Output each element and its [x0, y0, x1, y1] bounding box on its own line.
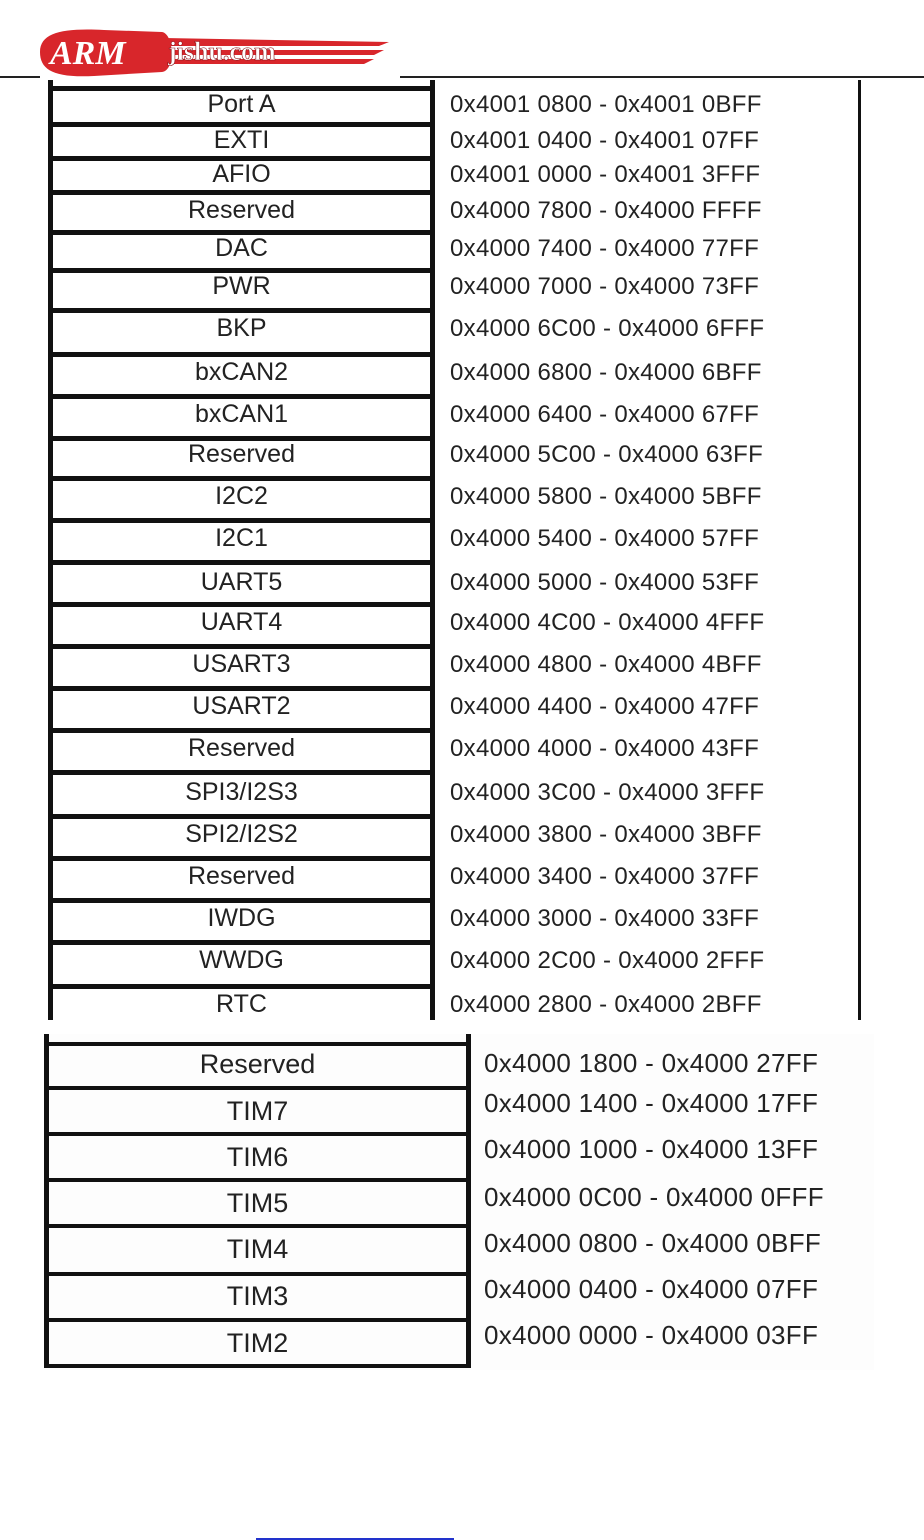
peripheral-name: USART3 — [192, 650, 291, 678]
address-range: 0x4000 5800 - 0x4000 5BFF — [450, 483, 762, 510]
peripheral-name: bxCAN2 — [194, 358, 289, 386]
peripheral-name: TIM2 — [226, 1328, 289, 1358]
address-range: 0x4000 7400 - 0x4000 77FF — [450, 235, 760, 262]
address-range: 0x4001 0400 - 0x4001 07FF — [450, 127, 760, 154]
row-separator — [44, 1178, 471, 1182]
address-range: 0x4000 6400 - 0x4000 67FF — [450, 401, 760, 428]
address-range: 0x4000 1400 - 0x4000 17FF — [484, 1088, 819, 1118]
armjishu-logo[interactable] — [34, 24, 394, 80]
row-separator — [44, 1086, 471, 1090]
row-separator — [44, 1272, 471, 1276]
row-separator — [48, 686, 435, 691]
address-range: 0x4000 3C00 - 0x4000 3FFF — [450, 779, 765, 806]
peripheral-name: SPI2/I2S2 — [185, 820, 298, 848]
address-range: 0x4000 0400 - 0x4000 07FF — [484, 1274, 819, 1304]
address-range: 0x4000 5400 - 0x4000 57FF — [450, 525, 760, 552]
address-range: 0x4000 1800 - 0x4000 27FF — [484, 1048, 819, 1078]
address-range: 0x4000 4000 - 0x4000 43FF — [450, 735, 760, 762]
row-separator — [48, 898, 435, 903]
row-separator — [48, 308, 435, 313]
peripheral-name: UART4 — [200, 608, 283, 636]
peripheral-name: DAC — [215, 234, 268, 262]
peripheral-name: WWDG — [199, 946, 284, 974]
row-separator — [44, 1224, 471, 1228]
peripheral-name: TIM6 — [226, 1142, 289, 1172]
peripheral-name: USART2 — [192, 692, 291, 720]
address-range: 0x4001 0000 - 0x4001 3FFF — [450, 161, 761, 188]
row-separator — [48, 190, 435, 195]
row-separator — [48, 984, 435, 989]
row-separator — [48, 352, 435, 357]
address-range: 0x4000 2C00 - 0x4000 2FFF — [450, 947, 765, 974]
row-separator — [48, 518, 435, 523]
address-range: 0x4000 4800 - 0x4000 4BFF — [450, 651, 762, 678]
peripheral-name: TIM4 — [226, 1234, 289, 1264]
peripheral-name: UART5 — [200, 568, 283, 596]
peripheral-name: BKP — [216, 314, 267, 342]
address-range: 0x4000 7000 - 0x4000 73FF — [450, 273, 760, 300]
header-rule-right — [400, 76, 924, 78]
memory-map-table-lower — [44, 1034, 874, 1370]
peripheral-name: bxCAN1 — [194, 400, 289, 428]
peripheral-name: IWDG — [207, 904, 276, 932]
address-range: 0x4000 1000 - 0x4000 13FF — [484, 1134, 819, 1164]
row-separator — [48, 814, 435, 819]
row-separator — [44, 1132, 471, 1136]
address-range: 0x4000 6800 - 0x4000 6BFF — [450, 359, 762, 386]
address-range: 0x4000 0000 - 0x4000 03FF — [484, 1320, 819, 1350]
peripheral-name: I2C1 — [215, 524, 268, 552]
address-range: 0x4000 5C00 - 0x4000 63FF — [450, 441, 764, 468]
peripheral-name: TIM3 — [226, 1281, 289, 1311]
row-separator — [48, 770, 435, 775]
peripheral-name: PWR — [212, 272, 271, 300]
address-range: 0x4000 0C00 - 0x4000 0FFF — [484, 1182, 824, 1212]
row-separator — [48, 476, 435, 481]
peripheral-name: EXTI — [213, 126, 270, 154]
address-range: 0x4000 3000 - 0x4000 33FF — [450, 905, 760, 932]
row-separator — [48, 394, 435, 399]
address-range: 0x4000 3800 - 0x4000 3BFF — [450, 821, 762, 848]
header-rule-left — [0, 76, 40, 78]
address-range: 0x4000 7800 - 0x4000 FFFF — [450, 197, 762, 224]
peripheral-name: TIM7 — [226, 1096, 289, 1126]
memory-map-table-upper — [48, 80, 862, 1020]
row-separator — [48, 644, 435, 649]
row-separator — [48, 560, 435, 565]
peripheral-name: Reserved — [188, 734, 295, 762]
peripheral-name: Port A — [207, 90, 276, 118]
svg-text:ARM: ARM — [50, 35, 126, 72]
peripheral-name: Reserved — [188, 440, 295, 468]
address-range: 0x4000 4400 - 0x4000 47FF — [450, 693, 760, 720]
peripheral-name: I2C2 — [215, 482, 268, 510]
row-separator — [48, 940, 435, 945]
row-separator — [48, 856, 435, 861]
table-border-mid — [430, 80, 435, 1020]
address-range: 0x4001 0800 - 0x4001 0BFF — [450, 91, 762, 118]
peripheral-name: RTC — [216, 990, 267, 1018]
svg-text:jishu.com: jishu.com — [168, 37, 276, 66]
address-range: 0x4000 0800 - 0x4000 0BFF — [484, 1228, 822, 1258]
peripheral-name: Reserved — [188, 196, 295, 224]
peripheral-name: TIM5 — [226, 1188, 289, 1218]
address-range: 0x4000 4C00 - 0x4000 4FFF — [450, 609, 765, 636]
address-range: 0x4000 2800 - 0x4000 2BFF — [450, 991, 762, 1018]
row-separator — [44, 1364, 471, 1368]
peripheral-name: AFIO — [212, 160, 271, 188]
address-range: 0x4000 3400 - 0x4000 37FF — [450, 863, 760, 890]
address-range: 0x4000 5000 - 0x4000 53FF — [450, 569, 760, 596]
row-separator — [48, 728, 435, 733]
table-border-right — [858, 80, 861, 1020]
row-separator — [48, 602, 435, 607]
row-separator — [44, 1042, 471, 1046]
address-range: 0x4000 6C00 - 0x4000 6FFF — [450, 315, 765, 342]
row-separator — [44, 1318, 471, 1322]
peripheral-name: Reserved — [188, 862, 295, 890]
peripheral-name: Reserved — [199, 1049, 316, 1079]
peripheral-name: SPI3/I2S3 — [185, 778, 298, 806]
